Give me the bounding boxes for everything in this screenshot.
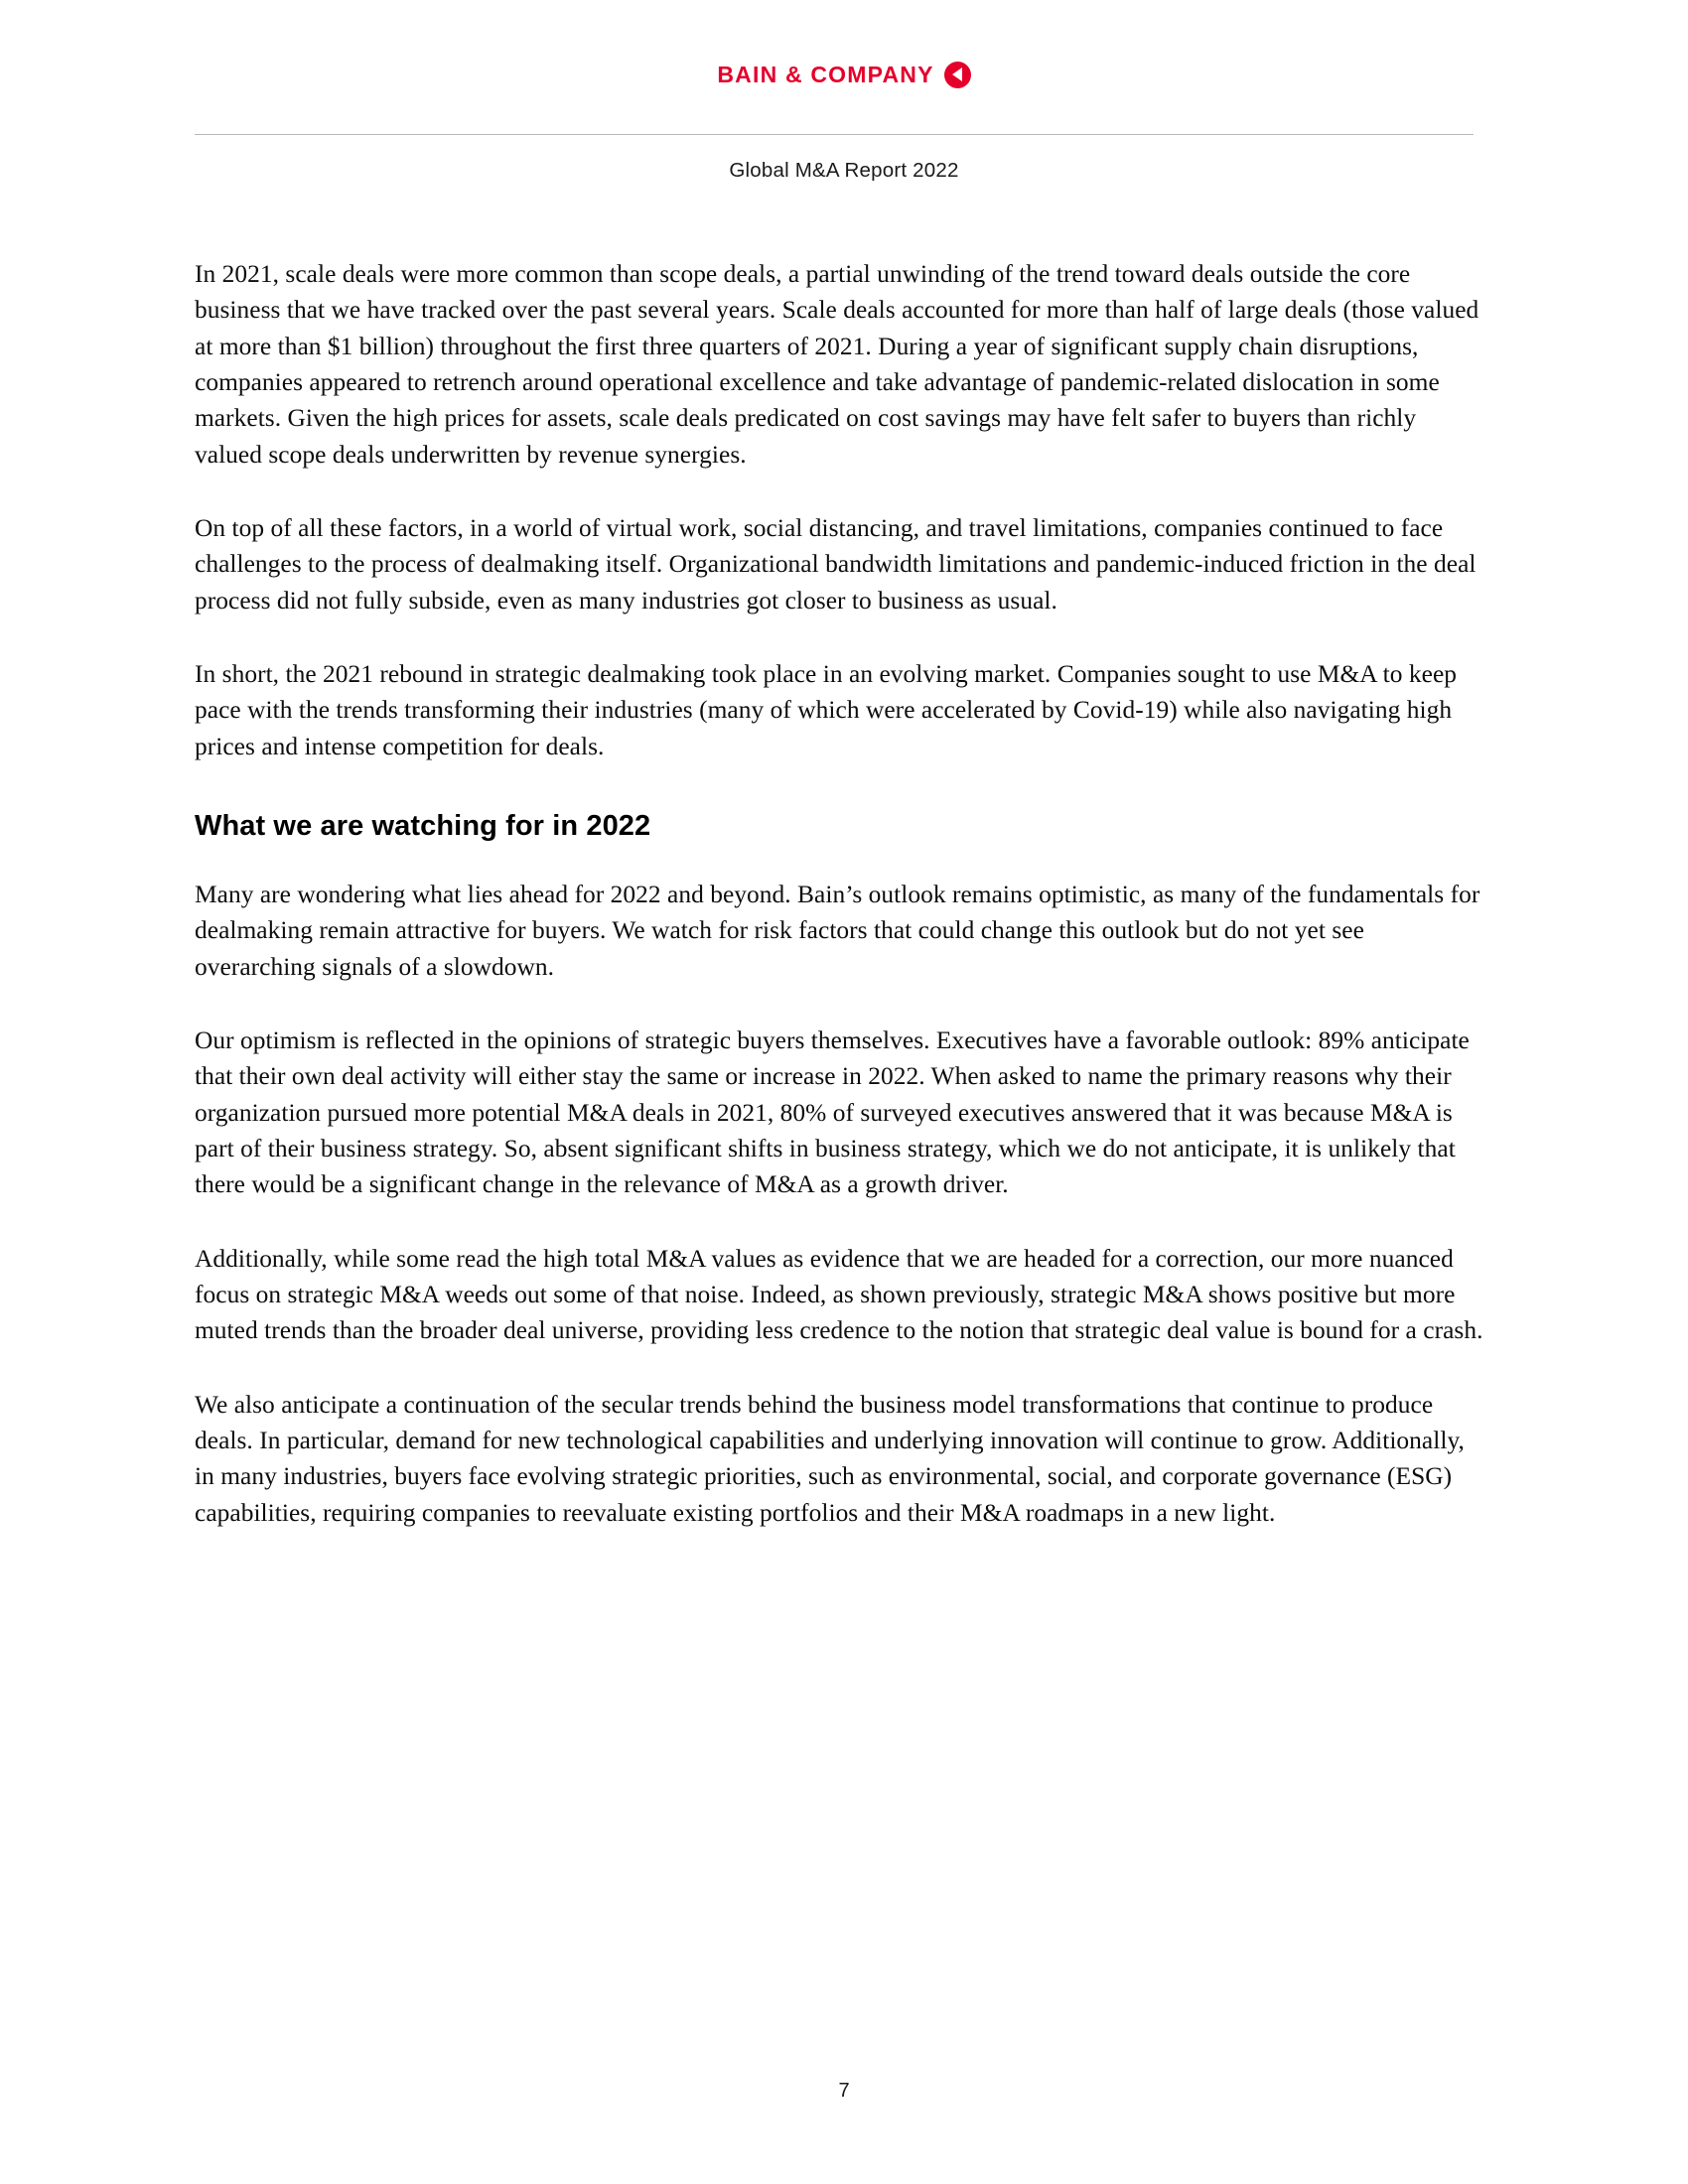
paragraph: We also anticipate a continuation of the secular trends behind the business model transformations that continue to produce deals. In particular, demand for new technological capabilities and underlying innovation will continue to grow. Additionally, in many industries, buyers face evolving strategic priorities, such as environmental, social, and corporate governance (ESG) capabilities, requiring companies to reevaluate existing portfolios and their M&A roadmaps in a new light. — [195, 1390, 1465, 1527]
paragraph: In 2021, scale deals were more common than scope deals, a partial unwinding of the trend toward deals outside the core business that we have tracked over the past several years. Scale deals accounted for more than half of large deals (those valued at more than $1 billion) throughout the first three quarters of 2021. During a year of significant supply chain disruptions, companies appeared to retrench around operational excellence and take advantage of pandemic-related dislocation in some markets. Given the high prices for assets, scale deals predicated on cost savings may have felt safer to buyers than richly valued scope deals underwritten by revenue synergies. — [195, 260, 1479, 469]
brand-name: BAIN & COMPANY — [717, 62, 934, 87]
paragraph: In short, the 2021 rebound in strategic dealmaking took place in an evolving market. Companies sought to use M&A to keep pace with the trends transforming their industries (many of which were accelerated by Covid-19) while also navigating high prices and intense competition for deals. — [195, 659, 1458, 760]
header-divider — [195, 134, 1474, 135]
document-body — [195, 256, 1485, 1531]
section-heading: What we are watching for in 2022 — [195, 809, 651, 842]
brand-lockup — [717, 62, 970, 88]
paragraph: Our optimism is reflected in the opinions of strategic buyers themselves. Executives have a favorable outlook: 89% anticipate that their own deal activity will either stay the same or increase in 2022. When asked to name the primary reasons why their organization pursued more potential M&A deals in 2021, 80% of surveyed executives answered that it was because M&A is part of their business strategy. So, absent significant shifts in business strategy, which we do not anticipate, it is unlikely that there would be a significant change in the relevance of M&A as a growth driver. — [195, 1025, 1470, 1199]
page-number: 7 — [838, 2080, 850, 2102]
paragraph: Many are wondering what lies ahead for 2022 and beyond. Bain’s outlook remains optimistic, as many of the fundamentals for dealmaking remain attractive for buyers. We watch for risk factors that could change this outlook but do not yet see overarching signals of a slowdown. — [195, 880, 1480, 981]
brand-logo — [0, 62, 1688, 88]
bain-circle-arrow-icon — [944, 62, 971, 88]
paragraph: Additionally, while some read the high total M&A values as evidence that we are headed for a correction, our more nuanced focus on strategic M&A weeds out some of that noise. Indeed, as shown previously, strategic M&A shows positive but more muted trends than the broader deal universe, providing less credence to the notion that strategic deal value is bound for a crash. — [195, 1244, 1483, 1345]
paragraph: On top of all these factors, in a world of virtual work, social distancing, and travel limitations, companies continued to face challenges to the process of dealmaking itself. Organizational bandwidth limitations and pandemic-induced friction in the deal process did not fully subside, even as many industries got closer to business as usual. — [195, 513, 1477, 614]
report-title: Global M&A Report 2022 — [729, 159, 959, 182]
